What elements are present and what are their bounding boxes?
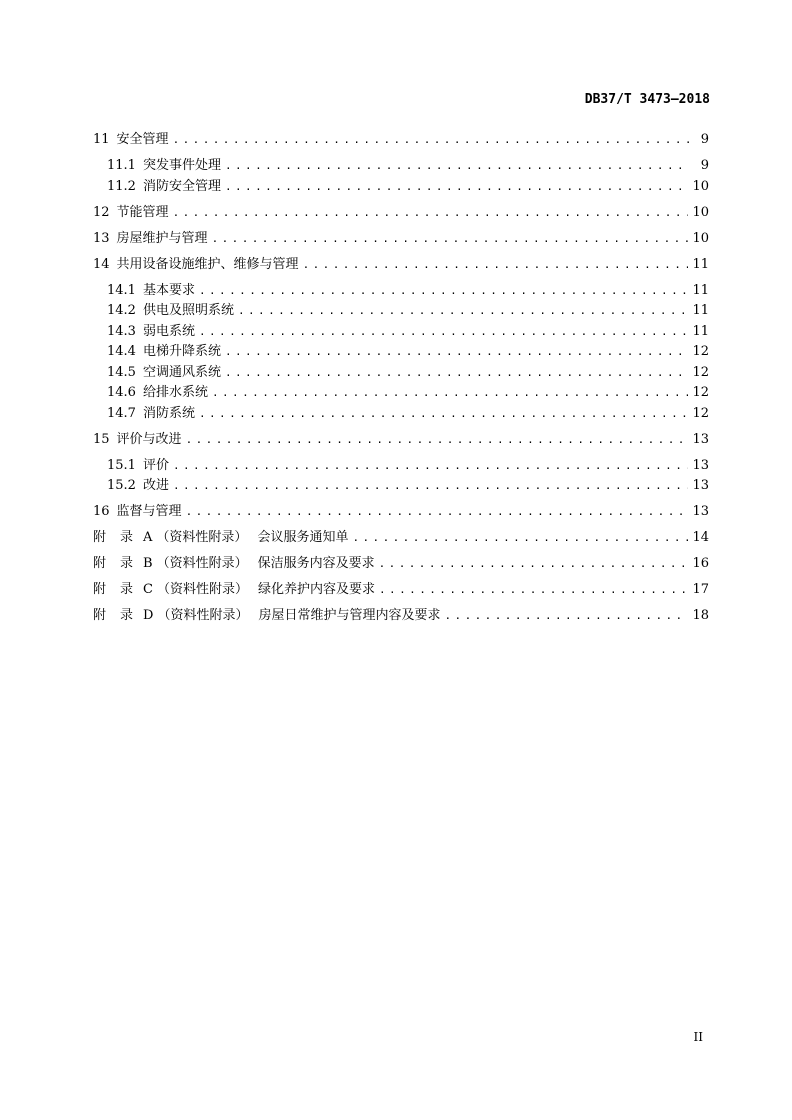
appendix-letter: A xyxy=(143,530,153,545)
toc-entry-page: 12 xyxy=(692,364,709,380)
toc-entry-page: 13 xyxy=(692,431,709,447)
toc-appendix-b[interactable] xyxy=(93,552,709,573)
dot-leader xyxy=(186,505,689,518)
toc-appendix-c[interactable] xyxy=(93,578,709,599)
toc-entry-15[interactable] xyxy=(93,428,709,449)
toc-entry-number: 14.1 xyxy=(107,282,136,298)
toc-entry-title: 给排水系统 xyxy=(142,385,208,400)
appendix-letter: D xyxy=(143,608,154,623)
toc-entry-title: 共用设备设施维护、维修与管理 xyxy=(116,256,299,272)
dot-leader xyxy=(379,557,689,570)
toc-entry-number: 12 xyxy=(93,204,110,220)
appendix-label-lu: 录 xyxy=(120,608,134,623)
toc-entry-number: 14.6 xyxy=(107,385,136,400)
toc-entry-page: 13 xyxy=(692,504,709,519)
dot-leader xyxy=(173,459,688,472)
dot-leader xyxy=(186,433,689,446)
toc-entry-title: 供电及照明系统 xyxy=(142,303,234,318)
toc-entry-page: 13 xyxy=(692,478,709,493)
toc-entry-title: 房屋维护与管理 xyxy=(116,230,208,246)
toc-entry-title: 基本要求 xyxy=(142,282,195,298)
toc-appendix-a[interactable] xyxy=(93,526,709,547)
appendix-page: 14 xyxy=(692,530,709,545)
toc-entry-14-5[interactable] xyxy=(93,361,709,382)
dot-leader xyxy=(199,325,688,338)
toc-entry-page: 12 xyxy=(692,385,709,400)
toc-entry-number: 16 xyxy=(93,504,110,519)
dot-leader xyxy=(379,583,688,596)
toc-entry-title: 评价与改进 xyxy=(116,431,182,447)
toc-entry-number: 11.2 xyxy=(107,178,136,194)
toc-entry-title: 空调通风系统 xyxy=(142,364,221,380)
toc-entry-page: 11 xyxy=(692,323,709,339)
toc-entry-page: 10 xyxy=(692,178,709,194)
toc-entry-page: 10 xyxy=(692,204,709,220)
appendix-title: 房屋日常维护与管理内容及要求 xyxy=(258,608,441,623)
toc-entry-title: 突发事件处理 xyxy=(142,158,221,173)
toc-entry-number: 15.1 xyxy=(107,457,136,473)
toc-entry-title: 改进 xyxy=(142,478,169,493)
toc-entry-title: 评价 xyxy=(142,457,169,473)
toc-entry-title: 消防系统 xyxy=(142,405,195,421)
dot-leader xyxy=(225,345,688,358)
toc-entry-number: 15 xyxy=(93,431,110,447)
dot-leader xyxy=(445,609,689,622)
appendix-label-fu: 附 xyxy=(93,608,107,623)
toc-entry-11-1[interactable] xyxy=(93,154,709,175)
dot-leader xyxy=(352,531,688,544)
toc-entry-number: 11.1 xyxy=(107,158,136,173)
appendix-page: 17 xyxy=(692,582,709,597)
toc-entry-13[interactable] xyxy=(93,227,709,248)
toc-entry-title: 监督与管理 xyxy=(116,504,182,519)
appendix-kind: （资料性附录） xyxy=(156,556,248,571)
toc-entry-number: 15.2 xyxy=(107,478,136,493)
appendix-title: 保洁服务内容及要求 xyxy=(257,556,375,571)
toc-entry-page: 10 xyxy=(692,230,709,246)
appendix-label-fu: 附 xyxy=(93,530,107,545)
appendix-label-fu: 附 xyxy=(93,582,107,597)
appendix-label-lu: 录 xyxy=(120,530,134,545)
toc-entry-page: 9 xyxy=(700,132,709,147)
toc-entry-number: 11 xyxy=(93,132,110,147)
toc-entry-number: 14.3 xyxy=(107,323,136,339)
dot-leader xyxy=(199,407,688,420)
appendix-page: 18 xyxy=(692,608,709,623)
table-of-contents xyxy=(93,128,709,625)
toc-entry-11[interactable] xyxy=(93,128,709,149)
dot-leader xyxy=(199,284,688,297)
appendix-label-lu: 录 xyxy=(120,582,134,597)
toc-entry-15-1[interactable] xyxy=(93,454,709,475)
dot-leader xyxy=(225,159,689,172)
appendix-kind: （资料性附录） xyxy=(157,608,249,623)
dot-leader xyxy=(173,133,689,146)
toc-entry-number: 14.5 xyxy=(107,364,136,380)
dot-leader xyxy=(225,180,688,193)
toc-entry-page: 9 xyxy=(700,158,709,173)
dot-leader xyxy=(173,479,688,492)
toc-entry-14-1[interactable] xyxy=(93,279,709,300)
toc-entry-14-2[interactable] xyxy=(93,299,709,320)
toc-entry-14-3[interactable] xyxy=(93,320,709,341)
toc-entry-page: 12 xyxy=(692,405,709,421)
dot-leader xyxy=(212,232,689,245)
toc-entry-page: 13 xyxy=(692,457,709,473)
appendix-kind: （资料性附录） xyxy=(156,530,248,545)
toc-entry-title: 节能管理 xyxy=(116,204,169,220)
toc-appendix-d[interactable] xyxy=(93,604,709,625)
appendix-kind: （资料性附录） xyxy=(156,582,248,597)
toc-entry-14-6[interactable] xyxy=(93,381,709,402)
toc-entry-11-2[interactable] xyxy=(93,175,709,196)
toc-entry-16[interactable] xyxy=(93,500,709,521)
toc-entry-14-7[interactable] xyxy=(93,402,709,423)
page-number-footer: II xyxy=(693,1030,703,1044)
appendix-label-lu: 录 xyxy=(120,556,134,571)
toc-entry-number: 14 xyxy=(93,256,110,272)
toc-entry-number: 14.4 xyxy=(107,344,136,359)
toc-entry-title: 安全管理 xyxy=(116,132,169,147)
toc-entry-page: 11 xyxy=(692,282,709,298)
toc-entry-title: 电梯升降系统 xyxy=(142,344,221,359)
appendix-letter: C xyxy=(143,582,153,597)
appendix-label-fu: 附 xyxy=(93,556,107,571)
appendix-page: 16 xyxy=(692,556,709,571)
document-id-header: DB37/T 3473—2018 xyxy=(584,92,710,107)
toc-entry-number: 14.7 xyxy=(107,405,136,421)
appendix-letter: B xyxy=(143,556,153,571)
dot-leader xyxy=(238,304,688,317)
toc-entry-number: 14.2 xyxy=(107,303,136,318)
appendix-title: 会议服务通知单 xyxy=(257,530,349,545)
dot-leader xyxy=(225,366,688,379)
toc-entry-12[interactable] xyxy=(93,201,709,222)
toc-entry-page: 11 xyxy=(692,256,709,272)
appendix-title: 绿化养护内容及要求 xyxy=(258,582,376,597)
toc-entry-page: 12 xyxy=(692,344,709,359)
dot-leader xyxy=(173,206,689,219)
toc-entry-title: 弱电系统 xyxy=(142,323,195,339)
dot-leader xyxy=(303,258,689,271)
toc-entry-14[interactable] xyxy=(93,253,709,274)
toc-entry-title: 消防安全管理 xyxy=(142,178,221,194)
toc-entry-page: 11 xyxy=(692,303,709,318)
toc-entry-number: 13 xyxy=(93,230,110,246)
toc-entry-14-4[interactable] xyxy=(93,340,709,361)
dot-leader xyxy=(212,386,688,399)
toc-entry-15-2[interactable] xyxy=(93,474,709,495)
